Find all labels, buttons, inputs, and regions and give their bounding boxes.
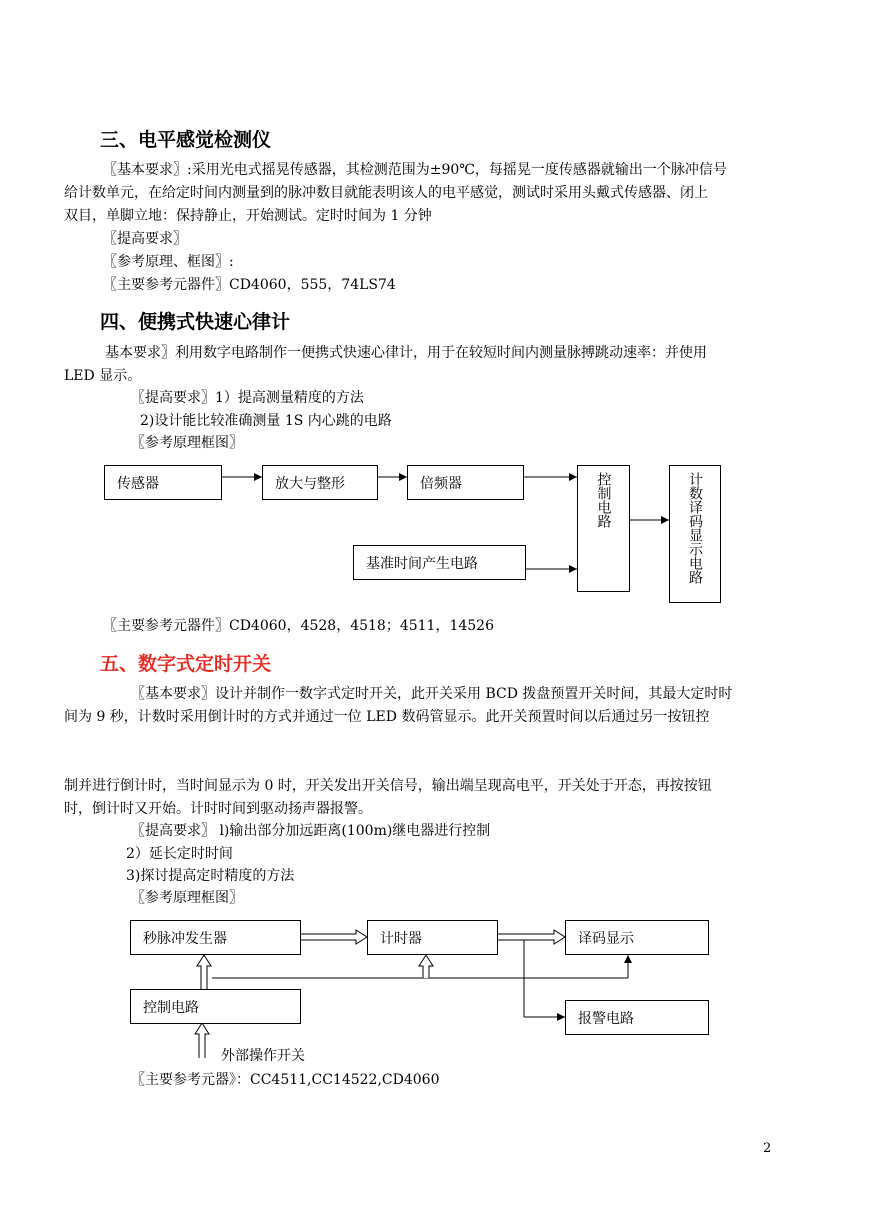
section3-basic-line3: 双目，单脚立地：保持静止，开始测试。定时时间为 1 分钟 (64, 208, 432, 224)
section3-basic-line1: 〖基本要求〗:采用光电式摇晃传感器，其检测范围为±90℃，每摇晃一度传感器就输出一个脉冲信号 (103, 162, 727, 178)
section5-basic-line4: 时，倒计时又开始。计时时间到驱动扬声器报警。 (64, 801, 372, 817)
section5-title: 五、数字式定时开关 (100, 653, 272, 675)
section4-principle: 〖参考原理框图〗 (131, 435, 243, 451)
section5-basic-line2: 间为 9 秒，计数时采用倒计时的方式并通过一位 LED 数码管显示。此开关预置时间以后通过另一按钮控 (64, 709, 710, 725)
section5-improve2: 2）延长定时时间 (126, 846, 233, 862)
external-switch-label: 外部操作开关 (221, 1048, 305, 1064)
decode-display-label: 译码显示 (578, 930, 634, 947)
section3-principle: 〖参考原理、框图〗: (103, 254, 234, 270)
section5-basic-line1: 〖基本要求〗设计并制作一数字式定时开关，此开关采用 BCD 拨盘预置开关时间，其最大定时时 (131, 686, 733, 702)
section4-components: 〖主要参考元器件〗CD4060，4528，4518；4511，14526 (103, 618, 494, 634)
section5-improve3: 3)探讨提高定时精度的方法 (126, 868, 295, 884)
timer-box (367, 920, 498, 955)
section4-title: 四、便携式快速心律计 (100, 311, 291, 333)
section3-components: 〖主要参考元器件〗CD4060，555，74LS74 (103, 277, 396, 293)
section4-basic-line1: 基本要求〗利用数字电路制作一便携式快速心律计，用于在较短时间内测量脉搏跳动速率：并使用 (105, 345, 707, 361)
section5-improve1: 〖提高要求〗 l)输出部分加远距离(100m)继电器进行控制 (131, 823, 491, 839)
section5-components: 〖主要参考元器》：CC4511,CC14522,CD4060 (131, 1072, 440, 1088)
section5-basic-line3: 制并进行倒计时，当时间显示为 0 时，开关发出开关信号，输出端呈现高电平，开关处于开态，再按按钮 (64, 778, 712, 794)
second-pulse-box (130, 920, 301, 955)
alarm-label: 报警电路 (578, 1010, 634, 1027)
sensor-label: 传感器 (117, 475, 159, 492)
control-label: 控制电路 (143, 999, 199, 1016)
section3-title: 三、电平感觉检测仪 (100, 129, 272, 151)
section3-improve: 〖提高要求〗 (103, 231, 187, 247)
timer-label: 计时器 (380, 930, 422, 947)
amplifier-label: 放大与整形 (275, 475, 345, 492)
decode-display-box (565, 920, 709, 955)
control-box (130, 989, 301, 1024)
alarm-box (565, 1000, 709, 1035)
control-circuit-label: 控制电路 (595, 472, 612, 528)
display-label: 计数译码显示电路 (687, 472, 703, 584)
page-number: 2 (763, 1141, 772, 1156)
second-pulse-label: 秒脉冲发生器 (143, 930, 227, 947)
timebase-label: 基准时间产生电路 (366, 555, 478, 572)
section5-principle: 〖参考原理框图〗 (131, 890, 243, 906)
section4-basic-line2: LED 显示。 (64, 368, 142, 384)
section3-basic-line2: 给计数单元，在给定时间内测量到的脉冲数目就能表明该人的电平感觉，测试时采用头戴式传感器、闭上 (64, 185, 708, 201)
section4-improve2: 2)设计能比较准确测量 1S 内心跳的电路 (140, 413, 392, 429)
multiplier-label: 倍频器 (420, 475, 462, 492)
section4-improve1: 〖提高要求〗1）提高测量精度的方法 (131, 390, 364, 406)
